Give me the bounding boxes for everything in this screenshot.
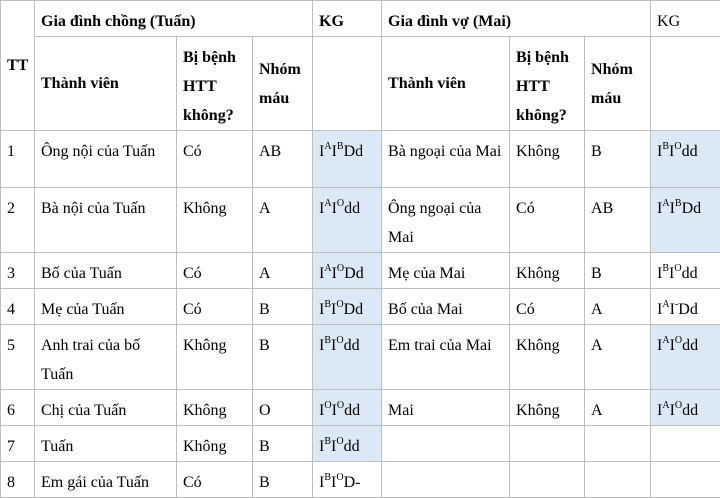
husband-disease-cell: Không — [177, 188, 253, 253]
wife-member-cell — [382, 462, 510, 498]
wife-disease-cell: Có — [510, 188, 585, 253]
table-row — [1, 426, 720, 462]
husband-blood-cell: B — [253, 462, 313, 498]
husband-member-cell: Em gái của Tuấn — [35, 462, 177, 498]
husband-kg-empty — [313, 37, 382, 131]
husband-kg-header: KG — [313, 1, 382, 37]
wife-kg-cell: $I^AI^BDd$ — [651, 188, 720, 253]
husband-kg-cell: $I^AI^ODd$ — [313, 253, 382, 289]
husband-disease-header: Bị bệnh HTT không? — [177, 37, 253, 131]
wife-member-cell — [382, 426, 510, 462]
husband-disease-cell: Có — [177, 462, 253, 498]
husband-member-cell: Bố của Tuấn — [35, 253, 177, 289]
husband-blood-cell: A — [253, 188, 313, 253]
husband-member-cell: Bà nội của Tuấn — [35, 188, 177, 253]
husband-disease-cell: Không — [177, 426, 253, 462]
wife-disease-cell: Không — [510, 390, 585, 426]
husband-member-header: Thành viên — [35, 37, 177, 131]
wife-disease-cell: Có — [510, 289, 585, 325]
husband-disease-cell: Không — [177, 325, 253, 390]
wife-blood-cell: A — [585, 325, 651, 390]
wife-blood-cell: A — [585, 289, 651, 325]
wife-disease-cell: Không — [510, 325, 585, 390]
husband-member-cell: Mẹ của Tuấn — [35, 289, 177, 325]
wife-blood-cell: B — [585, 253, 651, 289]
row-number: 3 — [1, 253, 35, 289]
tt-header: TT — [1, 1, 35, 131]
husband-kg-cell: $I^BI^ODd$ — [313, 289, 382, 325]
husband-disease-cell: Có — [177, 253, 253, 289]
wife-kg-cell: $I^BI^Odd$ — [651, 131, 720, 188]
wife-member-cell: Ông ngoại của Mai — [382, 188, 510, 253]
husband-member-cell: Anh trai của bố Tuấn — [35, 325, 177, 390]
wife-blood-cell: AB — [585, 188, 651, 253]
husband-member-cell: Chị của Tuấn — [35, 390, 177, 426]
wife-blood-cell — [585, 426, 651, 462]
husband-family-header: Gia đình chồng (Tuấn) — [35, 1, 313, 37]
husband-member-cell: Ông nội của Tuấn — [35, 131, 177, 188]
wife-kg-cell: $I^BI^Odd$ — [651, 253, 720, 289]
wife-disease-cell — [510, 462, 585, 498]
row-number: 4 — [1, 289, 35, 325]
header-row-1 — [1, 1, 720, 37]
row-number: 1 — [1, 131, 35, 188]
husband-kg-cell: $I^BI^Odd$ — [313, 426, 382, 462]
table-row — [1, 131, 720, 188]
husband-kg-cell: $I^AI^Odd$ — [313, 188, 382, 253]
wife-member-cell: Em trai của Mai — [382, 325, 510, 390]
husband-disease-cell: Không — [177, 390, 253, 426]
wife-kg-header: KG — [651, 1, 720, 37]
wife-disease-cell: Không — [510, 131, 585, 188]
wife-blood-header: Nhóm máu — [585, 37, 651, 131]
header-row-2 — [1, 37, 720, 131]
table-row — [1, 390, 720, 426]
wife-kg-cell — [651, 426, 720, 462]
table-row — [1, 188, 720, 253]
wife-kg-cell: $I^AI^Odd$ — [651, 390, 720, 426]
wife-member-header: Thành viên — [382, 37, 510, 131]
wife-kg-cell: $I^AI^Odd$ — [651, 325, 720, 390]
wife-member-cell: Bố của Mai — [382, 289, 510, 325]
wife-family-header: Gia đình vợ (Mai) — [382, 1, 651, 37]
husband-blood-header: Nhóm máu — [253, 37, 313, 131]
wife-disease-header: Bị bệnh HTT không? — [510, 37, 585, 131]
wife-kg-cell: $I^AI^-Dd$ — [651, 289, 720, 325]
husband-kg-cell: $I^BI^Odd$ — [313, 325, 382, 390]
husband-blood-cell: B — [253, 325, 313, 390]
husband-member-cell: Tuấn — [35, 426, 177, 462]
husband-kg-cell: $I^BI^OD-$ — [313, 462, 382, 498]
husband-blood-cell: A — [253, 253, 313, 289]
table-row — [1, 462, 720, 498]
wife-kg-empty — [651, 37, 720, 131]
row-number: 5 — [1, 325, 35, 390]
husband-kg-cell: $I^OI^Odd$ — [313, 390, 382, 426]
row-number: 2 — [1, 188, 35, 253]
wife-blood-cell — [585, 462, 651, 498]
table-row — [1, 253, 720, 289]
wife-disease-cell — [510, 426, 585, 462]
husband-blood-cell: B — [253, 426, 313, 462]
wife-member-cell: Mai — [382, 390, 510, 426]
wife-kg-cell — [651, 462, 720, 498]
wife-member-cell: Mẹ của Mai — [382, 253, 510, 289]
row-number: 6 — [1, 390, 35, 426]
husband-blood-cell: AB — [253, 131, 313, 188]
husband-blood-cell: B — [253, 289, 313, 325]
row-number: 7 — [1, 426, 35, 462]
husband-disease-cell: Có — [177, 289, 253, 325]
row-number: 8 — [1, 462, 35, 498]
husband-disease-cell: Có — [177, 131, 253, 188]
wife-blood-cell: B — [585, 131, 651, 188]
wife-member-cell: Bà ngoại của Mai — [382, 131, 510, 188]
husband-blood-cell: O — [253, 390, 313, 426]
table-row — [1, 289, 720, 325]
wife-disease-cell: Không — [510, 253, 585, 289]
wife-blood-cell: A — [585, 390, 651, 426]
husband-kg-cell: $I^AI^BDd$ — [313, 131, 382, 188]
table-row — [1, 325, 720, 390]
